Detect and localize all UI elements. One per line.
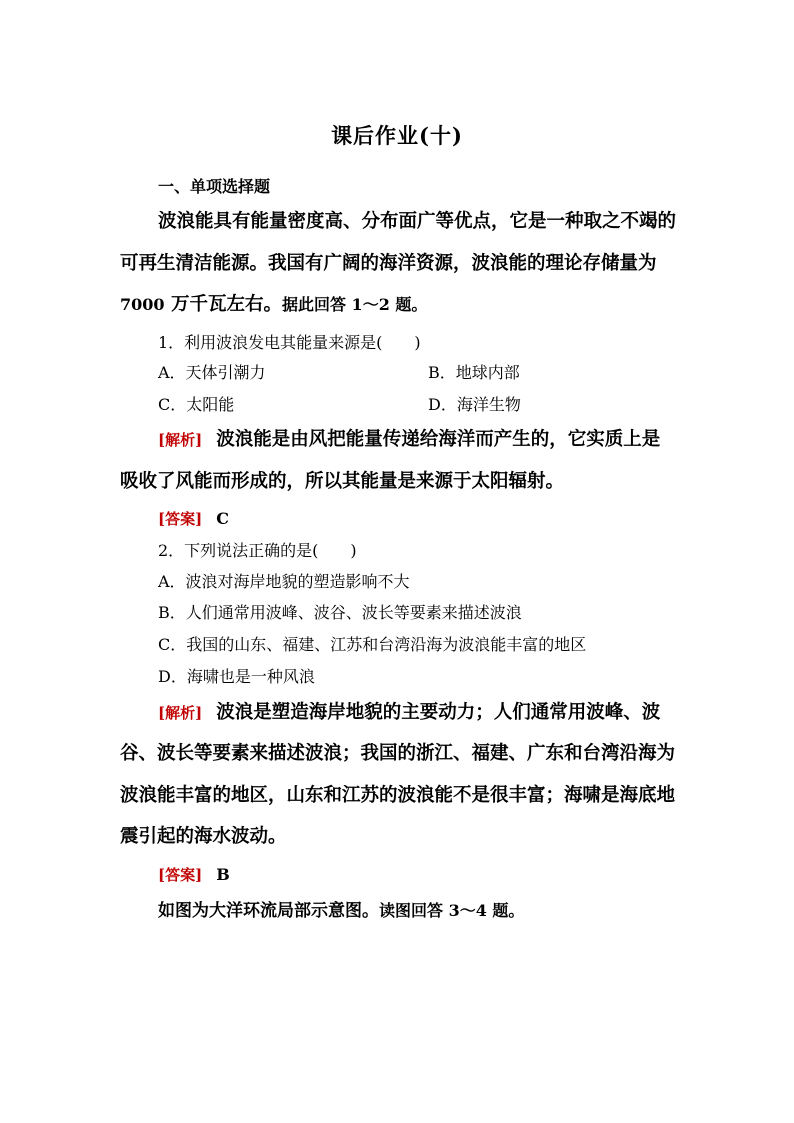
answer-value: B: [216, 865, 230, 884]
question-1-stem: 1．利用波浪发电其能量来源是( ): [158, 333, 421, 352]
question-1-answer: [158, 506, 229, 532]
question-2-option-d: D．海啸也是一种风浪: [158, 667, 315, 686]
question-2-explanation-line-1: [158, 700, 660, 726]
question-1-explanation-line-1: [158, 427, 660, 453]
question-2-stem: 2．下列说法正确的是( ): [158, 541, 357, 560]
question-1-option-c: C．太阳能: [158, 395, 235, 414]
intro-unit-text: 万千瓦左右。: [164, 294, 282, 315]
answer-tag: [答案]: [158, 510, 203, 528]
question-1-option-b: B．地球内部: [428, 363, 520, 382]
question-2-answer: [158, 862, 230, 888]
question-1-option-a: A．天体引潮力: [158, 363, 266, 382]
intro-number: 7000: [120, 295, 165, 314]
figure-intro-instruction: 读图回答 3～4 题。: [379, 901, 525, 920]
question-2-explanation-line-3: 波浪能丰富的地区，山东和江苏的波浪能不是很丰富；海啸是海底地: [120, 785, 676, 806]
intro-line-3: [120, 292, 427, 318]
figure-intro: [158, 898, 524, 924]
answer-tag: [答案]: [158, 866, 203, 884]
question-2-option-c: C．我国的山东、福建、江苏和台湾沿海为波浪能丰富的地区: [158, 635, 587, 654]
explanation-tag: [解析]: [158, 431, 203, 449]
question-2-explanation-line-2: 谷、波长等要素来描述波浪；我国的浙江、福建、广东和台湾沿海为: [120, 743, 676, 764]
answer-value: C: [216, 509, 229, 528]
question-1-explanation-line-2: 吸收了风能而形成的，所以其能量是来源于太阳辐射。: [120, 471, 565, 492]
question-2-option-b: B．人们通常用波峰、波谷、波长等要素来描述波浪: [158, 603, 522, 622]
explanation-tag: [解析]: [158, 704, 203, 722]
question-2-explanation-line-4: 震引起的海水波动。: [120, 826, 287, 847]
figure-intro-text: 如图为大洋环流局部示意图。: [158, 901, 379, 921]
intro-line-2: 可再生清洁能源。我国有广阔的海洋资源，波浪能的理论存储量为: [120, 253, 657, 274]
question-2-option-a: A．波浪对海岸地貌的塑造影响不大: [158, 572, 410, 591]
explanation-text: 波浪能是由风把能量传递给海洋而产生的，它实质上是: [216, 429, 661, 450]
section-heading: 一、单项选择题: [158, 177, 271, 196]
intro-line-1: 波浪能具有能量密度高、分布面广等优点，它是一种取之不竭的: [158, 211, 677, 232]
question-1-option-d: D．海洋生物: [428, 395, 521, 414]
intro-instruction: 据此回答 1～2 题。: [281, 295, 428, 314]
explanation-text: 波浪是塑造海岸地貌的主要动力；人们通常用波峰、波: [216, 702, 661, 723]
page-title: 课后作业(十): [331, 123, 463, 148]
